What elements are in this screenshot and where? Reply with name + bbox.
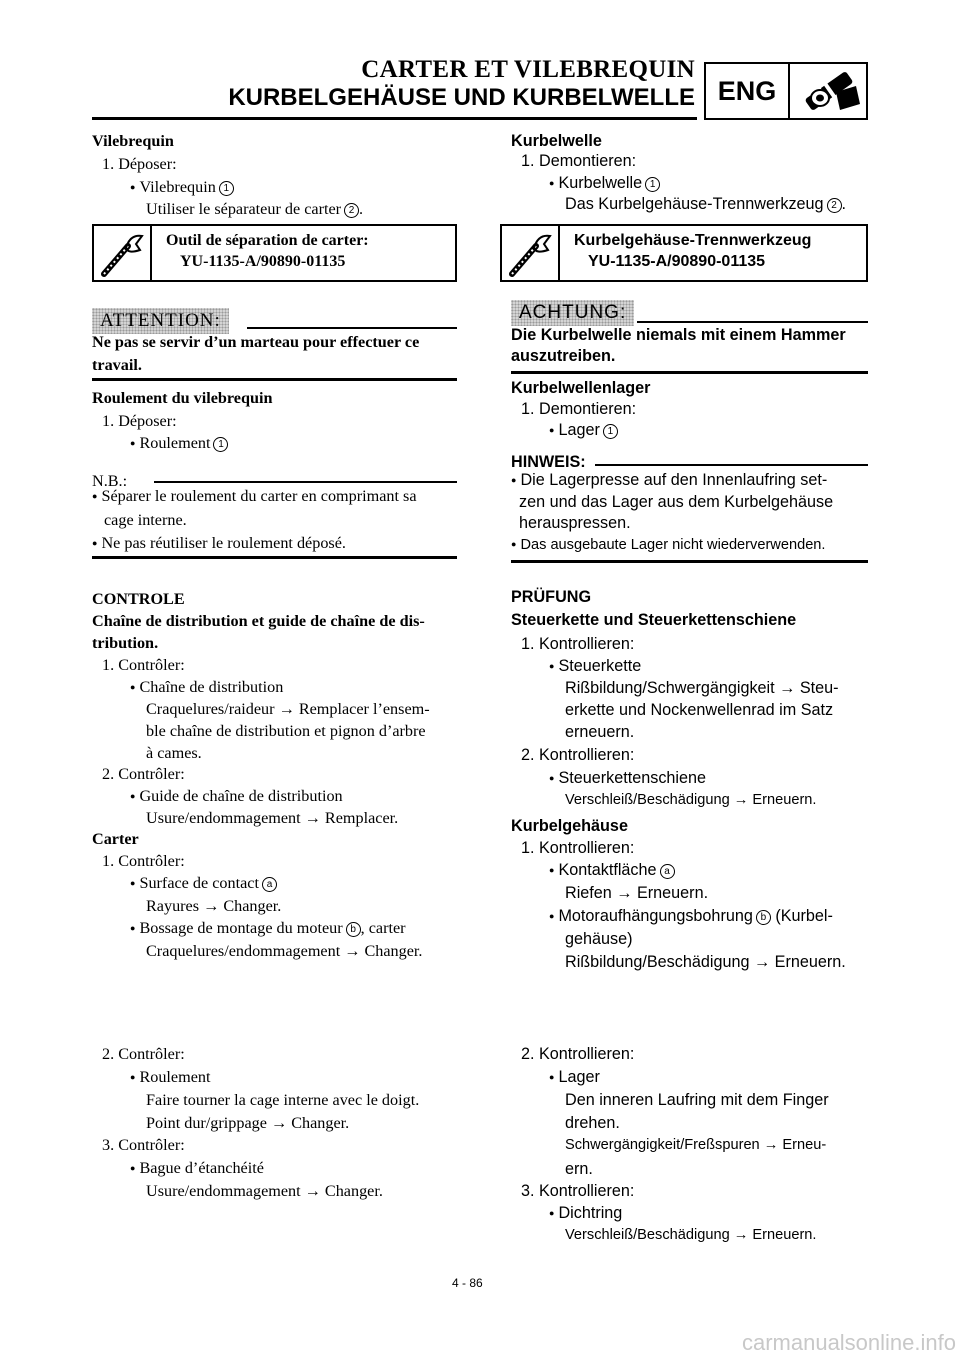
right-c1-l2: erkette und Nockenwellenrad im Satz bbox=[565, 701, 834, 719]
left-c1-l2: ble chaîne de distribution et pignon d’arbre bbox=[146, 722, 426, 740]
left-k3-l1: Usure/endommagement → Changer. bbox=[146, 1182, 383, 1200]
left-tool-number: YU-1135-A/90890-01135 bbox=[180, 253, 346, 270]
left-k2-step: 2. Contrôler: bbox=[102, 1045, 185, 1063]
left-s2-item: ● Roulement 1 bbox=[92, 434, 228, 453]
left-k1-item2: ● Bossage de montage du moteur b , carter bbox=[92, 919, 406, 938]
left-k2-l1: Faire tourner la cage interne avec le doigt. bbox=[146, 1091, 420, 1109]
left-caution-text-2: travail. bbox=[92, 356, 142, 374]
left-s1-step: 1. Déposer: bbox=[102, 155, 177, 173]
right-k1-l1: Riefen → Erneuern. bbox=[565, 884, 709, 902]
right-k3-l1: Verschleiß/Beschädigung → Erneuern. bbox=[565, 1227, 817, 1243]
ref-1: 1 bbox=[219, 181, 234, 196]
right-tool-name: Kurbelgehäuse-Trennwerkzeug bbox=[574, 232, 812, 249]
right-c1-l3: erneuern. bbox=[565, 723, 635, 741]
header-title-fr: CARTER ET VILEBREQUIN bbox=[361, 56, 695, 83]
left-k1-step: 1. Contrôler: bbox=[102, 852, 185, 870]
left-caution-tag: ATTENTION: bbox=[92, 308, 229, 334]
left-c1-l1: Craquelures/raideur → Remplacer l’ensem- bbox=[146, 700, 430, 718]
right-ctrl-title: PRÜFUNG bbox=[511, 588, 592, 606]
eng-label: ENG bbox=[717, 76, 777, 106]
ref-2: 2 bbox=[827, 198, 842, 213]
right-s2-item: ● Lager 1 bbox=[511, 421, 618, 440]
right-k1-step: 1. Kontrollieren: bbox=[521, 839, 635, 857]
left-c1-l3: à cames. bbox=[146, 744, 202, 762]
left-nb-b1-l1: ● Séparer le roulement du carter en comprimant sa bbox=[92, 487, 417, 506]
right-nb-label: HINWEIS: bbox=[511, 453, 586, 471]
tool-icon bbox=[506, 230, 554, 278]
right-carter-title: Kurbelgehäuse bbox=[511, 817, 628, 835]
ref-b: b bbox=[346, 922, 361, 937]
left-c2-item: ● Guide de chaîne de distribution bbox=[92, 787, 343, 806]
left-nb-b2: ● Ne pas réutiliser le roulement déposé. bbox=[92, 534, 346, 553]
right-c1-item: ● Steuerkette bbox=[511, 657, 641, 676]
ref-2: 2 bbox=[344, 203, 359, 218]
header-rule bbox=[92, 117, 697, 120]
left-tool-name: Outil de séparation de carter: bbox=[166, 232, 369, 249]
right-k1-item2: ● Motoraufhängungsbohrung b (Kurbel- bbox=[511, 907, 833, 926]
right-nb-b1-l2: zen und das Lager aus dem Kurbelgehäuse bbox=[519, 493, 834, 511]
right-k2-item: ● Lager bbox=[511, 1068, 600, 1087]
right-s1-note: Das Kurbelgehäuse-Trennwerkzeug 2 . bbox=[565, 195, 847, 213]
right-c1-step: 1. Kontrollieren: bbox=[521, 635, 635, 653]
ref-a: a bbox=[262, 877, 277, 892]
right-k1-item: ● Kontaktfläche a bbox=[511, 861, 675, 880]
right-s1-item: ● Kurbelwelle 1 bbox=[511, 174, 660, 193]
right-ctrl-sub: Steuerkette und Steuerkettenschiene bbox=[511, 611, 797, 629]
right-k1-l2: Rißbildung/Beschädigung → Erneuern. bbox=[565, 953, 846, 971]
right-tool-box bbox=[500, 224, 868, 282]
left-s2-title: Roulement du vilebrequin bbox=[92, 389, 273, 407]
left-c2-l1: Usure/endommagement → Remplacer. bbox=[146, 809, 399, 827]
crankshaft-icon bbox=[790, 64, 868, 118]
ref-1: 1 bbox=[645, 177, 660, 192]
right-s1-title: Kurbelwelle bbox=[511, 132, 602, 150]
right-k3-step: 3. Kontrollieren: bbox=[521, 1182, 635, 1200]
right-caution-text-1: Die Kurbelwelle niemals mit einem Hammer bbox=[511, 326, 846, 344]
left-k1-l2: Craquelures/endommagement → Changer. bbox=[146, 942, 423, 960]
ref-a: a bbox=[660, 864, 675, 879]
right-k2-l4: ern. bbox=[565, 1160, 593, 1178]
left-s1-note: Utiliser le séparateur de carter 2 . bbox=[146, 200, 364, 218]
right-s2-title: Kurbelwellenlager bbox=[511, 379, 651, 397]
right-caution-text-2: auszutreiben. bbox=[511, 347, 616, 365]
right-nb-b1-l3: herauspressen. bbox=[519, 514, 631, 532]
left-k3-step: 3. Contrôler: bbox=[102, 1136, 185, 1154]
left-k1-item: ● Surface de contact a bbox=[92, 874, 277, 893]
left-ctrl-title: CONTROLE bbox=[92, 590, 185, 608]
right-k3-item: ● Dichtring bbox=[511, 1204, 622, 1223]
left-tool-box bbox=[92, 224, 457, 282]
right-k2-l3: Schwergängigkeit/Freßspuren → Erneu- bbox=[565, 1137, 827, 1153]
right-c2-item: ● Steuerkettenschiene bbox=[511, 769, 706, 788]
left-ctrl-sub-2: tribution. bbox=[92, 634, 159, 652]
left-k2-item: ● Roulement bbox=[92, 1068, 210, 1087]
right-s2-step: 1. Demontieren: bbox=[521, 400, 637, 418]
right-nb-b2: ● Das ausgebaute Lager nicht wiederverwenden. bbox=[511, 537, 825, 553]
left-nb-label: N.B.: bbox=[92, 472, 128, 490]
page-number: 4 - 86 bbox=[452, 1276, 483, 1290]
left-c1-item: ● Chaîne de distribution bbox=[92, 678, 283, 697]
section-badge bbox=[704, 62, 868, 120]
right-caution-tag: ACHTUNG: bbox=[511, 300, 634, 326]
watermark: carmanualsonline.info bbox=[741, 1330, 956, 1355]
ref-1: 1 bbox=[603, 424, 618, 439]
tool-icon bbox=[98, 230, 146, 278]
left-nb-b1-l2: cage interne. bbox=[104, 511, 187, 529]
left-carter-title: Carter bbox=[92, 830, 139, 848]
right-nb-b1-l1: ● Die Lagerpresse auf den Innenlaufring set- bbox=[511, 471, 827, 490]
ref-b: b bbox=[756, 910, 771, 925]
left-c2-step: 2. Contrôler: bbox=[102, 765, 185, 783]
right-c2-step: 2. Kontrollieren: bbox=[521, 746, 635, 764]
left-k1-l1: Rayures → Changer. bbox=[146, 897, 282, 915]
right-k1-item2-l2: gehäuse) bbox=[565, 930, 633, 948]
right-k2-l2: drehen. bbox=[565, 1114, 620, 1132]
right-k2-l1: Den inneren Laufring mit dem Finger bbox=[565, 1091, 829, 1109]
left-k2-l2: Point dur/grippage → Changer. bbox=[146, 1114, 350, 1132]
left-c1-step: 1. Contrôler: bbox=[102, 656, 185, 674]
left-s1-item: ● Vilebrequin 1 bbox=[92, 178, 234, 197]
right-c1-l1: Rißbildung/Schwergängigkeit → Steu- bbox=[565, 679, 839, 697]
right-s1-step: 1. Demontieren: bbox=[521, 152, 637, 170]
left-s2-step: 1. Déposer: bbox=[102, 412, 177, 430]
right-tool-number: YU-1135-A/90890-01135 bbox=[588, 253, 766, 270]
right-k2-step: 2. Kontrollieren: bbox=[521, 1045, 635, 1063]
left-caution-text-1: Ne pas se servir d’un marteau pour effectuer ce bbox=[92, 333, 420, 351]
header-title-de: KURBELGEHÄUSE UND KURBELWELLE bbox=[228, 84, 695, 111]
right-c2-l1: Verschleiß/Beschädigung → Erneuern. bbox=[565, 792, 817, 808]
left-ctrl-sub-1: Chaîne de distribution et guide de chaîne de dis- bbox=[92, 612, 425, 630]
ref-1: 1 bbox=[213, 437, 228, 452]
left-s1-title: Vilebrequin bbox=[92, 132, 174, 150]
left-k3-item: ● Bague d’étanchéité bbox=[92, 1159, 264, 1178]
